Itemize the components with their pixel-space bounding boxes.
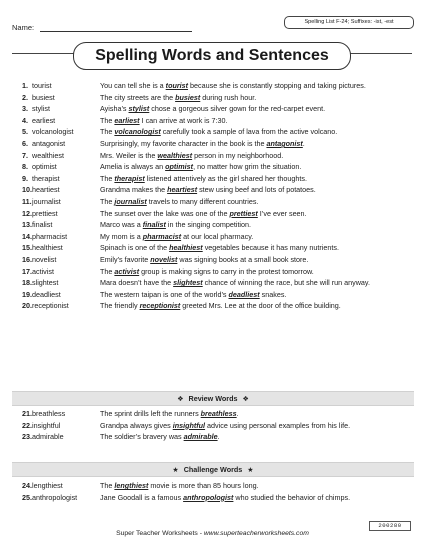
sentence-keyword: busiest bbox=[175, 92, 201, 102]
spelling-word: volcanologist bbox=[32, 127, 74, 137]
sentence-text: The bbox=[100, 266, 115, 276]
example-sentence bbox=[100, 220, 410, 229]
spelling-word: journalist bbox=[32, 196, 61, 206]
sentence-text: The sunset over the lake was one of the bbox=[100, 208, 230, 218]
sentence-text: in the singing competition. bbox=[165, 220, 252, 230]
sentence-keyword: tourist bbox=[165, 81, 189, 90]
example-sentence bbox=[100, 301, 410, 310]
example-sentence bbox=[100, 255, 410, 264]
star-icon: ★ bbox=[172, 467, 179, 474]
review-words-title: Review Words bbox=[188, 394, 238, 403]
sentence-text: The western taipan is one of the world’s bbox=[100, 289, 229, 299]
sentence-text: The soldier’s bravery was bbox=[100, 432, 184, 442]
word-row bbox=[22, 301, 412, 310]
footer bbox=[0, 530, 425, 537]
review-word-list bbox=[22, 409, 412, 444]
word-row bbox=[22, 116, 412, 125]
review-words-header bbox=[12, 391, 414, 406]
sentence-text: group is making signs to carry in the protest tomorrow. bbox=[139, 266, 314, 276]
word-number: 18. bbox=[22, 278, 32, 288]
sentence-keyword: pharmacist bbox=[142, 231, 182, 241]
sentence-keyword: optimist bbox=[165, 162, 194, 172]
sentence-keyword: finalist bbox=[142, 220, 166, 230]
word-row bbox=[22, 104, 412, 113]
spelling-word: insightful bbox=[32, 420, 61, 430]
spelling-word: pharmacist bbox=[32, 231, 68, 241]
word-number: 5. bbox=[22, 127, 28, 137]
example-sentence bbox=[100, 481, 410, 490]
word-number: 20. bbox=[22, 301, 32, 311]
example-sentence bbox=[100, 185, 410, 194]
sentence-text: was signing books at a small book store. bbox=[177, 254, 309, 264]
spelling-word: antagonist bbox=[32, 138, 66, 148]
sentence-text: during rush hour. bbox=[200, 92, 257, 102]
word-number: 8. bbox=[22, 162, 28, 172]
sentence-keyword: volcanologist bbox=[114, 127, 161, 137]
sentence-text: because she is constantly stopping and taking pictures. bbox=[188, 81, 366, 90]
challenge-word-list bbox=[22, 481, 412, 504]
sentence-text: travels to many different countries. bbox=[146, 196, 259, 206]
word-number: 12. bbox=[22, 208, 32, 218]
sentence-text: , no matter how grim the situation. bbox=[193, 162, 302, 172]
example-sentence bbox=[100, 93, 410, 102]
sentence-text: . bbox=[217, 432, 220, 442]
example-sentence bbox=[100, 127, 410, 136]
sentence-text: I can arrive at work is 7:30. bbox=[139, 115, 228, 125]
challenge-words-header bbox=[12, 462, 414, 477]
name-line bbox=[40, 31, 192, 32]
example-sentence bbox=[100, 290, 410, 299]
sentence-text: who studied the behavior of chimps. bbox=[233, 492, 351, 502]
spelling-word-list bbox=[22, 81, 412, 313]
word-number: 15. bbox=[22, 243, 32, 253]
word-number: 11. bbox=[22, 196, 32, 206]
sentence-keyword: lengthiest bbox=[114, 481, 149, 490]
word-number: 19. bbox=[22, 289, 32, 299]
word-row bbox=[22, 267, 412, 276]
spelling-word: tourist bbox=[32, 81, 52, 90]
spelling-word: anthropologist bbox=[32, 492, 78, 502]
spelling-word: deadliest bbox=[32, 289, 61, 299]
sentence-keyword: journalist bbox=[114, 196, 147, 206]
word-number: 17. bbox=[22, 266, 32, 276]
sentence-text: The friendly bbox=[100, 301, 140, 311]
spelling-word: lengthiest bbox=[32, 481, 63, 490]
example-sentence bbox=[100, 174, 410, 183]
sentence-text: Mara doesn’t have the bbox=[100, 278, 174, 288]
word-number: 7. bbox=[22, 150, 28, 160]
word-row bbox=[22, 243, 412, 252]
page-title: Spelling Words and Sentences bbox=[73, 42, 351, 70]
sentence-text: greeted Mrs. Lee at the door of the office building. bbox=[180, 301, 341, 311]
example-sentence bbox=[100, 139, 410, 148]
example-sentence bbox=[100, 232, 410, 241]
word-number: 13. bbox=[22, 220, 32, 230]
example-sentence bbox=[100, 197, 410, 206]
sentence-text: The bbox=[100, 115, 115, 125]
sentence-text: chance of winning the race, but she will run anyway. bbox=[202, 278, 370, 288]
word-row bbox=[22, 220, 412, 229]
sentence-keyword: antagonist bbox=[266, 138, 303, 148]
word-row bbox=[22, 255, 412, 264]
sentence-keyword: stylist bbox=[128, 104, 150, 114]
example-sentence bbox=[100, 209, 410, 218]
spelling-word: breathless bbox=[32, 409, 66, 418]
word-number: 24. bbox=[22, 481, 32, 490]
spelling-word: earliest bbox=[32, 115, 56, 125]
sentence-text: Grandpa always gives bbox=[100, 420, 173, 430]
sentence-text: I’ve ever seen. bbox=[257, 208, 307, 218]
sentence-text: carefully took a sample of lava from the active volcano. bbox=[160, 127, 338, 137]
spelling-word: activist bbox=[32, 266, 54, 276]
sentence-keyword: therapist bbox=[114, 173, 145, 183]
spelling-word: heartiest bbox=[32, 185, 60, 195]
sentence-text: My mom is a bbox=[100, 231, 143, 241]
word-number: 6. bbox=[22, 138, 28, 148]
example-sentence bbox=[100, 278, 410, 287]
sentence-text: . bbox=[302, 138, 305, 148]
word-row bbox=[22, 93, 412, 102]
sentence-text: Grandma makes the bbox=[100, 185, 168, 195]
word-row bbox=[22, 409, 412, 418]
spelling-word: finalist bbox=[32, 220, 53, 230]
sentence-text: Mrs. Weiler is the bbox=[100, 150, 158, 160]
sentence-keyword: anthropologist bbox=[183, 492, 234, 502]
word-row bbox=[22, 174, 412, 183]
spelling-word: healthiest bbox=[32, 243, 63, 253]
example-sentence bbox=[100, 421, 410, 430]
spelling-word: prettiest bbox=[32, 208, 58, 218]
sentence-text: Ayisha’s bbox=[100, 104, 129, 114]
sentence-text: chose a gorgeous silver gown for the red-carpet event. bbox=[149, 104, 326, 114]
sentence-keyword: insightful bbox=[172, 420, 206, 430]
spelling-word: admirable bbox=[32, 432, 64, 442]
example-sentence bbox=[100, 104, 410, 113]
example-sentence bbox=[100, 432, 410, 441]
challenge-words-title: Challenge Words bbox=[183, 465, 243, 474]
sentence-keyword: deadliest bbox=[228, 289, 260, 299]
word-number: 2. bbox=[22, 92, 28, 102]
word-row bbox=[22, 209, 412, 218]
footer-brand: Super Teacher Worksheets - bbox=[116, 530, 204, 537]
spelling-word: receptionist bbox=[32, 301, 69, 311]
sentence-text: The bbox=[100, 196, 115, 206]
word-row bbox=[22, 278, 412, 287]
example-sentence bbox=[100, 162, 410, 171]
sentence-text: Emily’s favorite bbox=[100, 254, 151, 264]
word-row bbox=[22, 185, 412, 194]
word-number: 3. bbox=[22, 104, 28, 114]
word-number: 1. bbox=[22, 81, 28, 90]
word-row bbox=[22, 493, 412, 502]
sentence-text: Amelia is always an bbox=[100, 162, 166, 172]
spelling-word: novelist bbox=[32, 254, 57, 264]
sentence-text: at our local pharmacy. bbox=[181, 231, 254, 241]
header bbox=[12, 14, 412, 36]
sentence-keyword: breathless bbox=[200, 409, 237, 418]
word-row bbox=[22, 197, 412, 206]
sentence-keyword: activist bbox=[114, 266, 140, 276]
example-sentence bbox=[100, 151, 410, 160]
diamond-icon: ❖ bbox=[242, 396, 249, 403]
word-row bbox=[22, 421, 412, 430]
sentence-keyword: wealthiest bbox=[157, 150, 193, 160]
word-number: 4. bbox=[22, 115, 28, 125]
sentence-text: The bbox=[100, 481, 115, 490]
example-sentence bbox=[100, 116, 410, 125]
sentence-text: Surprisingly, my favorite character in the book is the bbox=[100, 138, 267, 148]
sentence-keyword: novelist bbox=[150, 254, 178, 264]
word-number: 10. bbox=[22, 185, 32, 195]
spelling-word: slightest bbox=[32, 278, 59, 288]
sentence-text: vegetables because it has many nutrients. bbox=[202, 243, 339, 253]
sentence-keyword: receptionist bbox=[139, 301, 181, 311]
diamond-icon: ❖ bbox=[177, 396, 184, 403]
example-sentence bbox=[100, 267, 410, 276]
word-number: 9. bbox=[22, 173, 28, 183]
footer-url[interactable]: www.superteacherworksheets.com bbox=[203, 530, 309, 537]
sentence-text: The sprint drills left the runners bbox=[100, 409, 201, 418]
sentence-text: person in my neighborhood. bbox=[192, 150, 284, 160]
sentence-text: advice using personal examples from his life. bbox=[205, 420, 351, 430]
example-sentence bbox=[100, 493, 410, 502]
word-row bbox=[22, 290, 412, 299]
sentence-keyword: healthiest bbox=[169, 243, 203, 253]
word-row bbox=[22, 162, 412, 171]
word-row bbox=[22, 81, 412, 90]
word-row bbox=[22, 151, 412, 160]
sentence-keyword: admirable bbox=[183, 432, 218, 442]
sentence-text: listened attentively as the girl shared her thoughts. bbox=[144, 173, 307, 183]
spelling-list-badge: Spelling List F-24; Suffixes: -ist, -est bbox=[284, 16, 414, 29]
sentence-keyword: heartiest bbox=[167, 185, 198, 195]
sentence-keyword: prettiest bbox=[229, 208, 258, 218]
sentence-text: The bbox=[100, 127, 115, 137]
spelling-word: therapist bbox=[32, 173, 60, 183]
word-number: 22. bbox=[22, 420, 32, 430]
worksheet-code: 200280 bbox=[369, 521, 411, 531]
sentence-keyword: earliest bbox=[114, 115, 140, 125]
word-row bbox=[22, 139, 412, 148]
word-number: 23. bbox=[22, 432, 32, 442]
sentence-text: . bbox=[236, 409, 239, 418]
sentence-text: Spinach is one of the bbox=[100, 243, 170, 253]
word-number: 21. bbox=[22, 409, 32, 418]
spelling-word: busiest bbox=[32, 92, 55, 102]
word-row bbox=[22, 127, 412, 136]
sentence-text: Marco was a bbox=[100, 220, 143, 230]
sentence-text: stew using beef and lots of potatoes. bbox=[197, 185, 316, 195]
word-number: 14. bbox=[22, 231, 32, 241]
sentence-text: You can tell she is a bbox=[100, 81, 166, 90]
word-row bbox=[22, 481, 412, 490]
word-row bbox=[22, 232, 412, 241]
example-sentence bbox=[100, 243, 410, 252]
word-number: 16. bbox=[22, 254, 32, 264]
spelling-word: optimist bbox=[32, 162, 57, 172]
sentence-text: The bbox=[100, 173, 115, 183]
example-sentence bbox=[100, 81, 410, 90]
word-row bbox=[22, 432, 412, 441]
sentence-text: movie is more than 85 hours long. bbox=[148, 481, 259, 490]
star-icon: ★ bbox=[247, 467, 254, 474]
sentence-keyword: slightest bbox=[173, 278, 203, 288]
example-sentence bbox=[100, 409, 410, 418]
word-number: 25. bbox=[22, 492, 32, 502]
spelling-word: stylist bbox=[32, 104, 50, 114]
sentence-text: Jane Goodall is a famous bbox=[100, 492, 184, 502]
sentence-text: snakes. bbox=[259, 289, 287, 299]
spelling-word: wealthiest bbox=[32, 150, 64, 160]
name-label: Name: bbox=[12, 23, 35, 32]
sentence-text: The city streets are the bbox=[100, 92, 176, 102]
